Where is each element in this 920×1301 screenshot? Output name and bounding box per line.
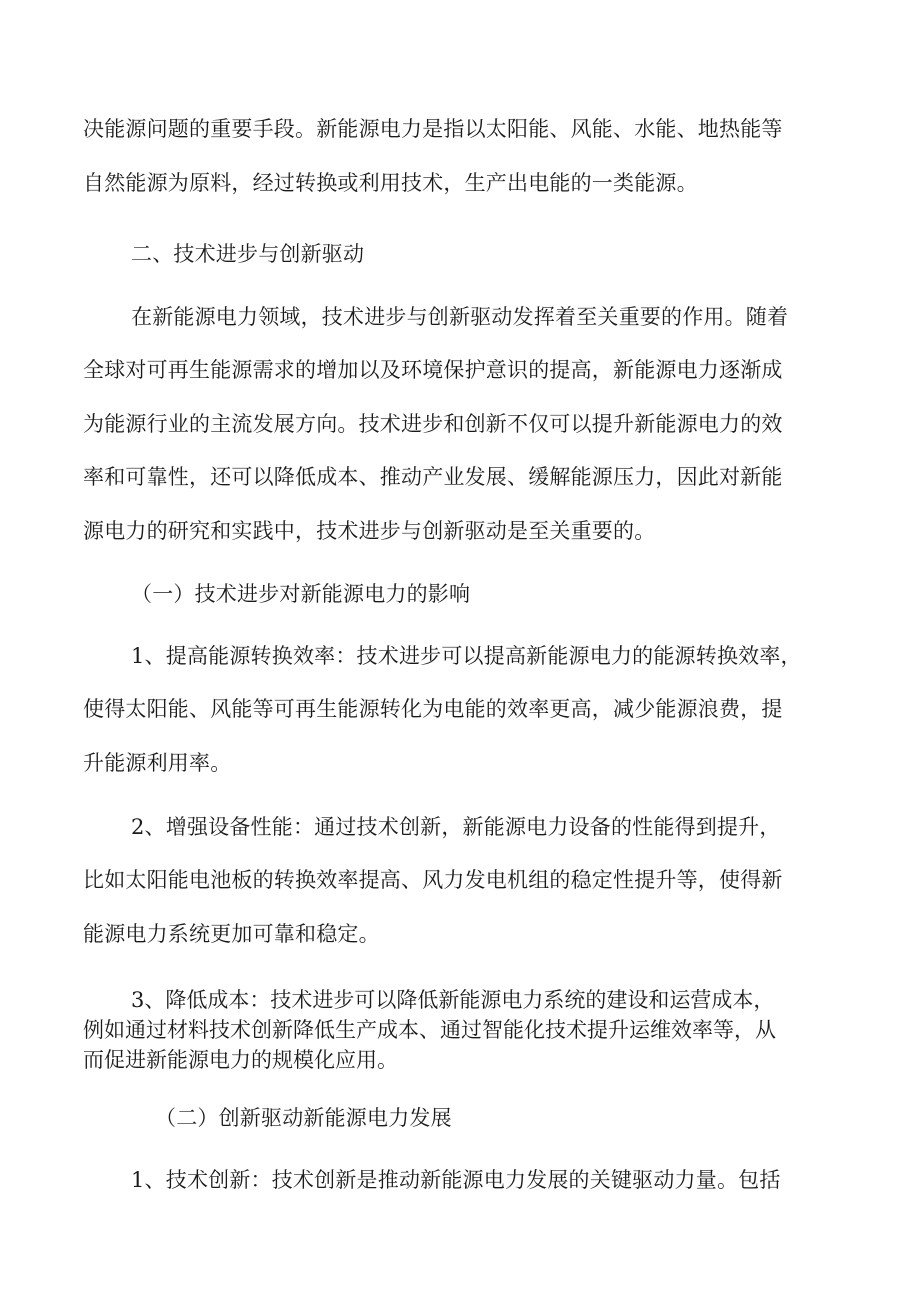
text-line: 1、技术创新：技术创新是推动新能源电力发展的关键驱动力量。包括 [131, 1168, 781, 1192]
text-line: 率和可靠性，还可以降低成本、推动产业发展、缓解能源压力，因此对新能 [83, 465, 783, 489]
text-line: 升能源利用率。 [83, 751, 232, 775]
text-line: 使得太阳能、风能等可再生能源转化为电能的效率更高，减少能源浪费，提 [83, 697, 783, 721]
text-line: 能源电力系统更加可靠和稳定。 [83, 922, 380, 946]
subsection-heading: （二）创新驱动新能源电力发展 [155, 1106, 452, 1130]
text-line: 在新能源电力领域，技术进步与创新驱动发挥着至关重要的作用。随着 [131, 305, 789, 329]
text-line: 比如太阳能电池板的转换效率提高、风力发电机组的稳定性提升等，使得新 [83, 868, 783, 892]
section-heading: 二、技术进步与创新驱动 [131, 242, 365, 266]
text-line: 源电力的研究和实践中，技术进步与创新驱动是至关重要的。 [83, 519, 656, 543]
text-line: 1、提高能源转换效率：技术进步可以提高新能源电力的能源转换效率， [131, 644, 802, 668]
text-line: 全球对可再生能源需求的增加以及环境保护意识的提高，新能源电力逐渐成 [83, 358, 783, 382]
text-line: 决能源问题的重要手段。新能源电力是指以太阳能、风能、水能、地热能等 [83, 117, 783, 141]
text-line: 而促进新能源电力的规模化应用。 [83, 1048, 398, 1072]
subsection-heading: （一）技术进步对新能源电力的影响 [131, 582, 471, 606]
text-line: 3、降低成本：技术进步可以降低新能源电力系统的建设和运营成本， [131, 988, 775, 1012]
text-line: 2、增强设备性能：通过技术创新，新能源电力设备的性能得到提升， [131, 815, 781, 839]
text-line: 为能源行业的主流发展方向。技术进步和创新不仅可以提升新能源电力的效 [83, 412, 783, 436]
text-line: 自然能源为原料，经过转换或利用技术，生产出电能的一类能源。 [83, 171, 698, 195]
text-line: 例如通过材料技术创新降低生产成本、通过智能化技术提升运维效率等，从 [83, 1018, 776, 1042]
